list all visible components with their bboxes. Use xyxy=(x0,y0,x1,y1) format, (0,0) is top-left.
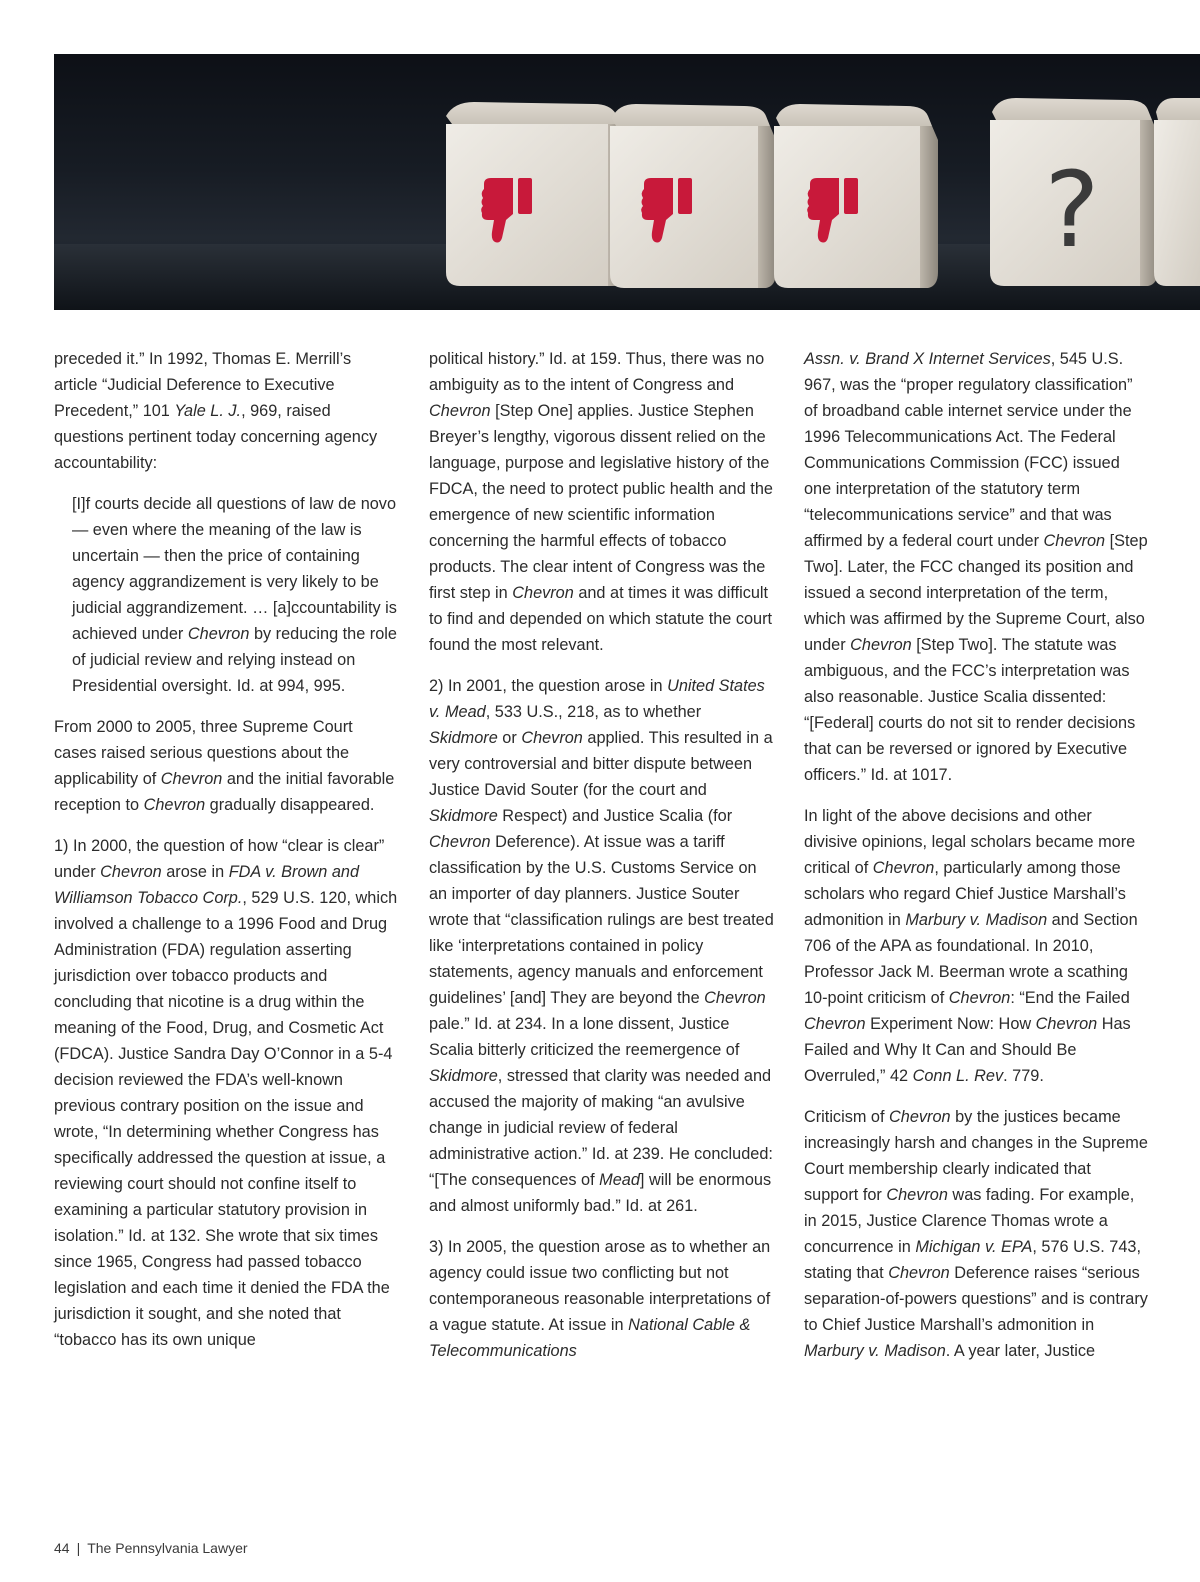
italic-citation: Skidmore xyxy=(429,729,498,747)
text-run: 2) In 2001, the question arose in xyxy=(429,677,668,695)
paragraph xyxy=(804,1104,1149,1364)
italic-citation: Chevron xyxy=(1035,1015,1098,1033)
text-run: was fading. For example, in 2015, Justice Clarence Thomas wrote a concurrence in xyxy=(804,1186,1135,1256)
text-run: [I]f courts decide all questions of law de novo — even where the meaning of the law is uncertain — then the price of containing agency aggrandizement is very likely to be judicial aggrandizement. … [a]ccountability is achieved under xyxy=(72,495,397,643)
text-run: , 533 U.S., 218, as to whether xyxy=(485,703,702,721)
italic-citation: Chevron xyxy=(429,833,491,851)
italic-citation: Skidmore xyxy=(429,1067,498,1085)
text-run: . A year later, Justice xyxy=(945,1342,1096,1360)
text-run: [Step One] applies. Justice Stephen Breyer’s lengthy, vigorous dissent relied on the language, purpose and legislative history of the FDCA, the need to protect public health and the emergence of new scientific information concerning the harmful effects of tobacco products. The clear intent of Congress was the first step in xyxy=(429,402,773,602)
text-run: [Step Two]. The statute was ambiguous, and the FCC’s interpretation was also reasonable. Justice Scalia dissented: “[Federal] courts do not sit to render decisions that can be reversed or ignored by Executive officers.” Id. at 1017. xyxy=(804,636,1136,784)
text-run: : “End the Failed xyxy=(1010,989,1130,1007)
text-run: and the initial favorable reception to xyxy=(54,770,395,814)
article-column-1 xyxy=(54,346,399,1368)
text-run: arose in xyxy=(161,863,229,881)
italic-citation: Chevron xyxy=(888,1264,950,1282)
text-run: , 545 U.S. 967, was the “proper regulatory classification” of broadband cable internet service under the 1996 Telecommunications Act. The Federal Communications Commission (FCC) issued one interpretation of the statutory term “telecommunications service” and that was affirmed by a federal court under xyxy=(804,350,1133,550)
text-run: Respect) and Justice Scalia (for xyxy=(497,807,733,825)
text-run: political history.” Id. at 159. Thus, there was no ambiguity as to the intent of Congress and xyxy=(429,350,765,394)
text-run: From 2000 to 2005, three Supreme Court cases raised serious questions about the applicability of xyxy=(54,718,353,788)
italic-citation: Chevron xyxy=(429,402,491,420)
text-run: , 576 U.S. 743, stating that xyxy=(804,1238,1141,1282)
text-run: . 779. xyxy=(1003,1067,1044,1085)
italic-citation: Yale L. J. xyxy=(174,402,242,420)
text-run: , stressed that clarity was needed and accused the majority of making “an avulsive change in judicial review of federal administrative action.” Id. at 239. He concluded: “[The consequences of xyxy=(429,1067,773,1189)
text-run: 3) In 2005, the question arose as to whether an agency could issue two conflicting but not contemporaneous reasonable interpretations of a vague statute. At issue in xyxy=(429,1238,771,1334)
question-mark-icon: ? xyxy=(1044,149,1100,271)
text-run: , particularly among those scholars who regard Chief Justice Marshall’s admonition in xyxy=(804,859,1126,929)
text-run: 1) In 2000, the question of how “clear is clear” under xyxy=(54,837,385,881)
text-run: by the justices became increasingly harsh and changes in the Supreme Court membership clearly indicated that support for xyxy=(804,1108,1148,1204)
paragraph xyxy=(429,673,774,1219)
text-run: gradually disappeared. xyxy=(205,796,375,814)
italic-citation: Chevron xyxy=(948,989,1011,1007)
italic-citation: Chevron xyxy=(872,859,935,877)
italic-citation: United States v. Mead xyxy=(429,677,765,721)
text-run: , 969, raised questions pertinent today concerning agency accountability: xyxy=(54,402,378,472)
paragraph xyxy=(54,833,399,1353)
italic-citation: FDA v. Brown and Williamson Tobacco Corp. xyxy=(54,863,359,907)
text-run: preceded it.” In 1992, Thomas E. Merrill’s article “Judicial Deference to Executive Precedent,” 101 xyxy=(54,350,352,420)
italic-citation: Marbury v. Madison xyxy=(905,911,1048,929)
die-question-mark xyxy=(990,98,1158,286)
text-run: Experiment Now: How xyxy=(865,1015,1036,1033)
article-column-2 xyxy=(429,346,774,1379)
paragraph xyxy=(429,346,774,658)
text-run: applied. This resulted in a very controversial and bitter dispute between Justice David Souter (for the court and xyxy=(429,729,773,799)
italic-citation: Chevron xyxy=(850,636,912,654)
italic-citation: National Cable & Telecommunications xyxy=(429,1316,751,1360)
paragraph xyxy=(429,1234,774,1364)
text-run: Deference). At issue was a tariff classification by the U.S. Customs Service on an importer of day planners. Justice Souter wrote that “classification rulings are best treated like ‘interpretations contained in policy statements, agency manuals and enforcement guidelines’ [and] They are beyond the xyxy=(429,833,774,1007)
paragraph xyxy=(804,346,1149,788)
italic-citation: Chevron xyxy=(187,625,250,643)
italic-citation: Assn. v. Brand X Internet Services xyxy=(804,350,1051,368)
italic-citation: Mead xyxy=(599,1171,640,1189)
text-run: or xyxy=(497,729,522,747)
italic-citation: Marbury v. Madison xyxy=(804,1342,946,1360)
text-run: and Section 706 of the APA as foundational. In 2010, Professor Jack M. Beerman wrote a scathing 10-point criticism of xyxy=(804,911,1138,1007)
die-thumbs-down-2 xyxy=(610,104,776,288)
hero-image xyxy=(54,54,1200,310)
article-column-3 xyxy=(804,346,1149,1379)
text-run: by reducing the role of judicial review and relying instead on Presidential oversight. Id. at 994, 995. xyxy=(72,625,397,695)
italic-citation: Chevron xyxy=(889,1108,951,1126)
italic-citation: Michigan v. EPA xyxy=(915,1238,1033,1256)
block-quote xyxy=(72,491,399,699)
paragraph xyxy=(54,346,399,476)
page-number: 44 xyxy=(54,1540,70,1556)
die-partial xyxy=(1154,98,1200,286)
paragraph xyxy=(804,803,1149,1089)
italic-citation: Chevron xyxy=(160,770,223,788)
text-run: In light of the above decisions and other divisive opinions, legal scholars became more critical of xyxy=(804,807,1136,877)
text-run: Criticism of xyxy=(804,1108,890,1126)
italic-citation: Chevron xyxy=(143,796,206,814)
italic-citation: Chevron xyxy=(804,1015,866,1033)
italic-citation: Chevron xyxy=(100,863,162,881)
paragraph xyxy=(54,714,399,818)
page-footer xyxy=(54,1540,248,1556)
text-run: [Step Two]. Later, the FCC changed its position and issued a second interpretation of the term, which was affirmed by the Supreme Court, also under xyxy=(804,532,1148,654)
italic-citation: Chevron xyxy=(512,584,574,602)
die-thumbs-down-3 xyxy=(774,104,938,288)
italic-citation: Conn L. Rev xyxy=(912,1067,1004,1085)
italic-citation: Chevron xyxy=(1043,532,1106,550)
italic-citation: Chevron xyxy=(521,729,583,747)
text-run: Deference raises “serious separation-of-powers questions” and is contrary to Chief Justice Marshall’s admonition in xyxy=(804,1264,1148,1334)
text-run: pale.” Id. at 234. In a lone dissent, Justice Scalia bitterly criticized the reemergence of xyxy=(429,1015,740,1059)
text-run: , 529 U.S. 120, which involved a challenge to a 1996 Food and Drug Administration (FDA) regulation asserting jurisdiction over tobacco products and concluding that nicotine is a drug within the meaning of the Food, Drug, and Cosmetic Act (FDCA). Justice Sandra Day O’Connor in a 5-4 decision reviewed the FDA’s well-known previous contrary position on the issue and wrote, “In determining whether Congress has specifically addressed the question at issue, a reviewing court should not confine itself to examining a particular statutory provision in isolation.” Id. at 132. She wrote that six times since 1965, Congress had passed tobacco legislation and each time it denied the FDA the jurisdiction it sought, and she noted that “tobacco has its own unique xyxy=(54,889,398,1349)
italic-citation: Chevron xyxy=(886,1186,948,1204)
text-run: Has Failed and Why It Can and Should Be Overruled,” 42 xyxy=(804,1015,1131,1085)
footer-separator: | xyxy=(76,1540,81,1556)
publication-name: The Pennsylvania Lawyer xyxy=(87,1540,248,1556)
italic-citation: Chevron xyxy=(704,989,766,1007)
text-run: and at times it was difficult to find and depended on which statute the court found the most relevant. xyxy=(429,584,773,654)
italic-citation: Skidmore xyxy=(429,807,498,825)
die-thumbs-down-1 xyxy=(446,102,626,286)
text-run: ] will be enormous and almost uniformly bad.” Id. at 261. xyxy=(429,1171,772,1215)
dice-illustration xyxy=(54,54,1200,310)
